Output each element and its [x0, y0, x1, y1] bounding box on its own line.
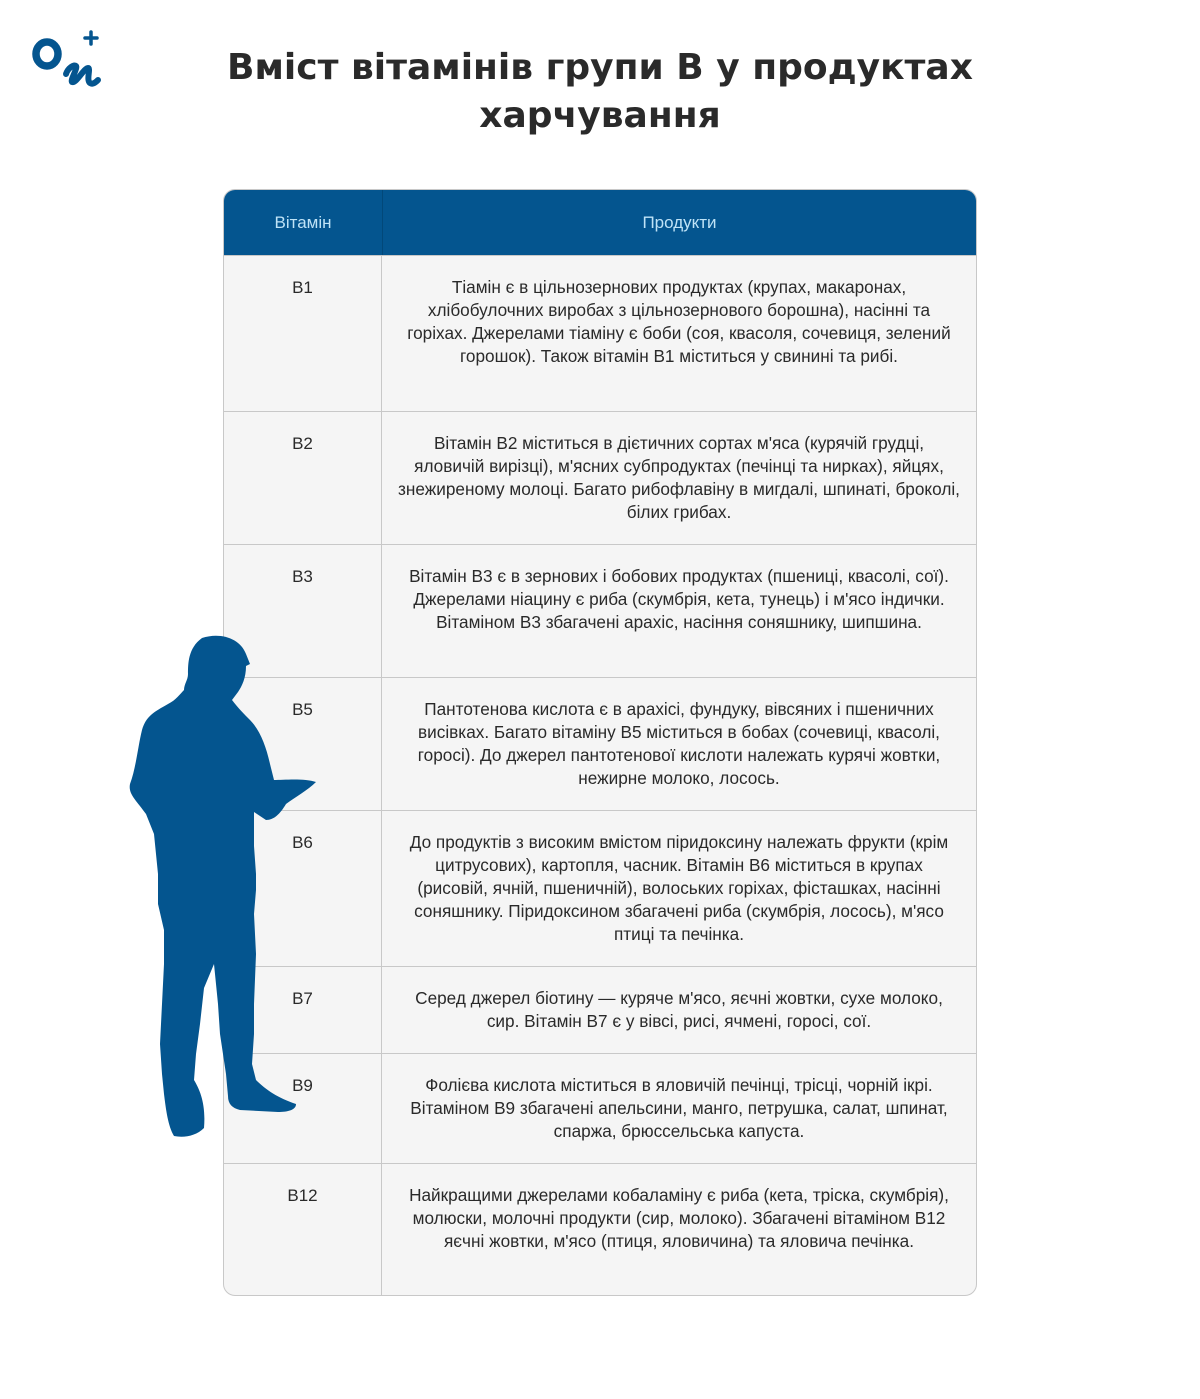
table-row	[224, 677, 976, 810]
table-row	[224, 810, 976, 966]
table-row	[224, 1053, 976, 1163]
table-row	[224, 255, 976, 411]
vitamin-cell: B5	[224, 678, 382, 810]
products-cell: Пантотенова кислота є в арахісі, фундуку, вівсяних і пшеничних висівках. Багато вітаміну B5 міститься в бобах (сочевиці, квасолі, горосі). До джерел пантотенової кислоти належать курячі жовтки, нежирне молоко, лосось.	[417, 699, 941, 788]
table-header	[224, 190, 976, 255]
page-title: Вміст вітамінів групи В у продуктах харчування	[227, 47, 973, 136]
products-cell: Вітамін B3 є в зернових і бобових продуктах (пшениці, квасолі, сої). Джерелами ніацину є риба (скумбрія, кета, тунець) і м'ясо індички. Вітаміном B3 збагачені арахіс, насіння соняшнику, шипшина.	[409, 566, 949, 632]
table-row	[224, 411, 976, 544]
vitamin-cell: B12	[224, 1164, 382, 1295]
products-cell: Тіамін є в цільнозернових продуктах (крупах, макаронах, хлібобулочних виробах з цільнозернового борошна), насінні та горіхах. Джерелами тіаміну є боби (соя, квасоля, сочевиця, зелений горошок). Також вітамін B1 міститься у свинині та рибі.	[407, 277, 951, 366]
column-header-vitamin: Вітамін	[224, 190, 383, 255]
column-header-products: Продукти	[642, 212, 717, 232]
table-row	[224, 544, 976, 677]
vitamin-cell: B1	[224, 256, 382, 411]
person-silhouette-illustration	[128, 634, 320, 1146]
vitamin-cell: B6	[224, 811, 382, 966]
vitamin-cell: B9	[224, 1054, 382, 1163]
vitamin-cell: B7	[224, 967, 382, 1053]
products-cell: До продуктів з високим вмістом піридоксину належать фрукти (крім цитрусових), картопля, часник. Вітамін B6 міститься в крупах (рисовій, ячній, пшеничній), волоських горіхах, фісташках, насінні соняшнику. Піридоксином збагачені риба (скумбрія, лосось), м'ясо птиці та печінка.	[409, 832, 949, 944]
vitamin-cell: B3	[224, 545, 382, 677]
table-row	[224, 1163, 976, 1295]
products-cell: Найкращими джерелами кобаламіну є риба (кета, тріска, скумбрія), молюски, молочні продукти (сир, молоко). Збагачені вітаміном B12 яєчні жовтки, м'ясо (птиця, яловичина) та яловича печінка.	[409, 1185, 949, 1251]
vitamin-table	[223, 189, 977, 1296]
products-cell: Вітамін B2 міститься в дієтичних сортах м'яса (курячій грудці, яловичій вирізці), м'ясних субпродуктах (печінці та нирках), яйцях, знежиреному молоці. Багато рибофлавіну в мигдалі, шпинаті, броколі, білих грибах.	[398, 433, 960, 522]
table-row	[224, 966, 976, 1053]
vitamin-cell: B2	[224, 412, 382, 544]
products-cell: Серед джерел біотину — куряче м'ясо, яєчні жовтки, сухе молоко, сир. Вітамін B7 є у вівсі, рисі, ячмені, горосі, сої.	[415, 988, 943, 1031]
brand-logo	[30, 28, 106, 94]
products-cell: Фолієва кислота міститься в яловичій печінці, трісці, чорній ікрі. Вітаміном B9 збагачені апельсини, манго, петрушка, салат, шпинат, спаржа, брюссельська капуста.	[410, 1075, 948, 1141]
